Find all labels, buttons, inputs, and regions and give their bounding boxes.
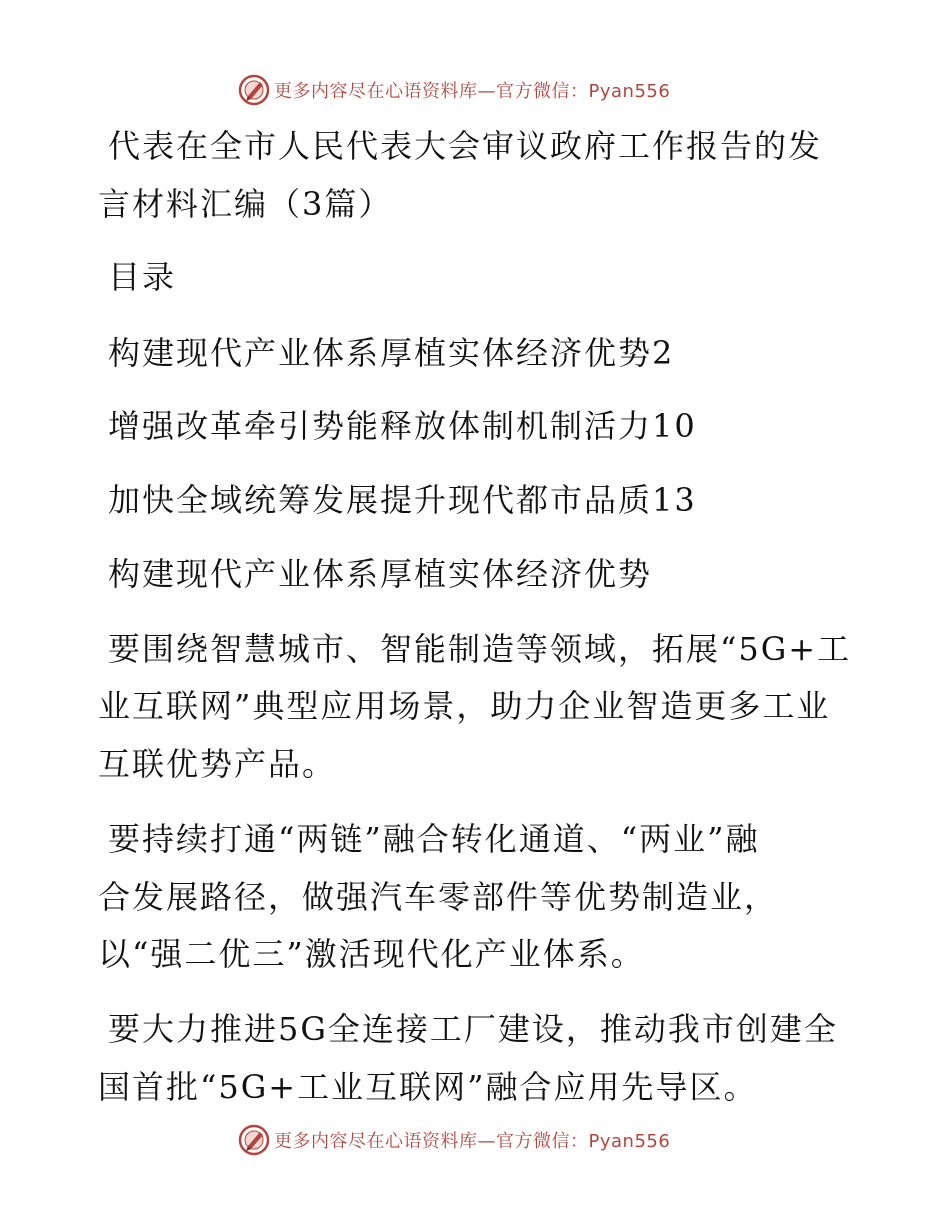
watermark-text-cn: 更多内容尽在心语资料库—官方微信： [274, 1131, 589, 1152]
document-title-line-2: 言材料汇编（3篇） [98, 185, 393, 223]
paragraph-line: 以“强二优三”激活现代化产业体系。 [98, 935, 645, 973]
document-title-line-1: 代表在全市人民代表大会审议政府工作报告的发 [108, 127, 823, 165]
watermark-header [238, 73, 670, 107]
toc-item: 构建现代产业体系厚植实体经济优势2 [108, 334, 675, 372]
paragraph-line: 合发展路径，做强汽车零部件等优势制造业， [98, 878, 779, 916]
watermark-text [274, 77, 670, 103]
watermark-text [274, 1127, 670, 1153]
pen-logo-icon [238, 1124, 270, 1156]
toc-item: 加快全域统筹发展提升现代都市品质13 [108, 481, 697, 519]
paragraph-line: 互联优势产品。 [98, 745, 337, 783]
paragraph-line: 要围绕智慧城市、智能制造等领域，拓展“5G+工 [108, 630, 852, 668]
toc-item: 增强改革牵引势能释放体制机制活力10 [108, 407, 697, 445]
paragraph-line: 要持续打通“两链”融合转化通道、“两业”融 [108, 820, 760, 858]
paragraph-line: 要大力推进5G全连接工厂建设，推动我市创建全 [108, 1010, 838, 1048]
pen-logo-icon [238, 74, 270, 106]
section-heading: 构建现代产业体系厚植实体经济优势 [108, 555, 653, 593]
paragraph-line: 业互联网”典型应用场景，助力企业智造更多工业 [98, 687, 831, 725]
paragraph-line: 国首批“5G+工业互联网”融合应用先导区。 [98, 1068, 758, 1106]
watermark-text-cn: 更多内容尽在心语资料库—官方微信： [274, 81, 589, 102]
watermark-footer [238, 1123, 670, 1157]
watermark-text-en: Pyan556 [588, 81, 671, 102]
watermark-text-en: Pyan556 [588, 1131, 671, 1152]
toc-heading: 目录 [108, 258, 177, 296]
